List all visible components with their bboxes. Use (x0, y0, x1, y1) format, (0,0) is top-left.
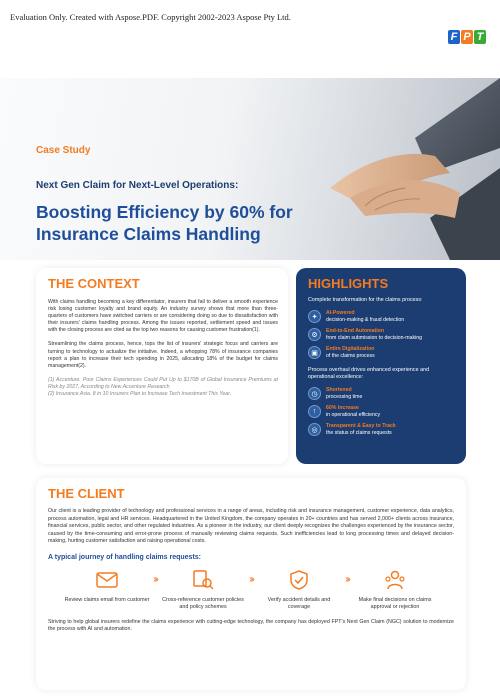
highlight-item (308, 328, 454, 341)
highlight-item (308, 387, 454, 400)
tracking-icon: ◎ (308, 423, 321, 436)
highlight-sub: processing time (326, 393, 363, 400)
digitalization-icon: ▣ (308, 346, 321, 359)
highlights-intro-2: Process overhaul drives enhanced experience and operational excellence: (308, 367, 430, 380)
highlight-sub: in operational efficiency (326, 411, 381, 418)
journey-step (64, 567, 150, 604)
client-heading: THE CLIENT (48, 486, 125, 501)
step-label: Make final decisions on claims approval or rejection (358, 596, 432, 610)
automation-icon: ⚙ (308, 328, 321, 341)
journey-title: A typical journey of handling claims requests: (48, 553, 201, 561)
highlight-item (308, 405, 454, 418)
arrow-icon: ››› (345, 573, 349, 585)
highlight-sub: of the claims process (326, 352, 375, 359)
decision-icon (383, 567, 407, 593)
journey-step (352, 567, 438, 611)
highlights-heading: HIGHLIGHTS (308, 276, 389, 291)
highlight-head: 60% Increase (326, 405, 359, 411)
client-closing-paragraph: Striving to help global insurers redefine the claims experience with cutting-edge technology, the company has deployed FPT's Next Gen Claim (NGC) solution to modernize the process with AI and automation. (48, 618, 454, 632)
highlight-head: End-to-End Automation (326, 328, 385, 334)
highlight-sub: the status of claims requests (326, 429, 392, 436)
verify-icon (287, 567, 311, 593)
reference-2: (2) Insurance Asia. 8 in 10 Insurers Plan to Increase Tech Investment This Year. (48, 391, 232, 398)
email-icon (95, 567, 119, 593)
clock-icon: ◷ (308, 387, 321, 400)
journey-step (160, 567, 246, 611)
highlights-intro-1: Complete transformation for the claims process: (308, 297, 423, 303)
watermark-text: Evaluation Only. Created with Aspose.PDF. Copyright 2002-2023 Aspose Pty Ltd. (10, 12, 291, 22)
context-references (48, 377, 278, 398)
highlights-card (296, 268, 466, 464)
logo-letter-f: F (448, 30, 460, 44)
logo-letter-p: P (461, 30, 473, 44)
efficiency-icon: ↑ (308, 405, 321, 418)
cross-reference-icon (191, 567, 215, 593)
client-card (36, 478, 466, 690)
context-card (36, 268, 288, 464)
highlight-head: Transparent & Easy to Track (326, 423, 396, 429)
highlight-sub: decision-making & fraud detection (326, 316, 405, 323)
page-title: Boosting Efficiency by 60% for Insurance Claims Handling (36, 202, 293, 244)
arrow-icon: ››› (153, 573, 157, 585)
highlight-item (308, 346, 454, 359)
fpt-logo (448, 30, 486, 44)
highlight-head: Shortened (326, 387, 352, 393)
ai-icon: ✦ (308, 310, 321, 323)
context-heading: THE CONTEXT (48, 276, 140, 291)
reference-1: (1) Accenture. Poor Claims Experiences Could Put Up to $170B of Global Insurance Premiums at Risk by 2027, According to New Accenture Research (48, 376, 278, 390)
step-label: Review claims email from customer (64, 596, 150, 603)
client-paragraph: Our client is a leading provider of technology and professional services in a range of areas, including risk and insurance management, customer experience, data analytics, process automation, legal and HR services. Headquartered in the United Kingdom, the company operates in 20+ countries and has served 2,000+ clients across insurance, financial services, public sector, and other regulated industries. As a pioneer in the industry, our client deeply recognizes the challenges experienced by the insurance sector, caused by the time-consuming and error-prone process of manually reviewing claims requests. Such inefficiencies lead to long processing times and delayed decision-making, hurting customer satisfaction and raising operational costs. (48, 508, 454, 544)
case-study-label: Case Study (36, 145, 91, 156)
highlight-head: AI-Powered (326, 310, 355, 316)
context-paragraph-2: Streamlining the claims process, hence, tops the list of insurers' strategic focus and carriers are turning to technology to actualize the initiative. Indeed, a whopping 78% of insurance companies report a plan to increase their tech spending in 2025, allocating 18% of the budget for claims management(2). (48, 341, 278, 369)
step-label: Verify accident details and coverage (267, 596, 331, 610)
claims-journey (48, 567, 454, 611)
journey-step (256, 567, 342, 611)
highlight-item (308, 310, 454, 323)
context-paragraph-1: With claims handling becoming a key differentiator, insurers that fail to deliver a smooth experience risk losing customer loyalty and brand equity. An industry survey shows that more than three-quarters of customers have switched carriers or are considering doing so due to dissatisfaction with their insurers' claims handling process. Among the issues reported, settlement speed and issues with the closing process are cited as the top two reasons for causing customer frustration(1). (48, 299, 278, 334)
arrow-icon: ››› (249, 573, 253, 585)
highlight-head: Entire Digitalization (326, 346, 375, 352)
highlight-sub: from claim submission to decision-making (326, 334, 423, 341)
page-subtitle: Next Gen Claim for Next-Level Operations: (36, 180, 239, 191)
logo-letter-t: T (474, 30, 486, 44)
highlight-item (308, 423, 454, 436)
step-label: Cross-reference customer policies and policy schemes (162, 596, 244, 610)
